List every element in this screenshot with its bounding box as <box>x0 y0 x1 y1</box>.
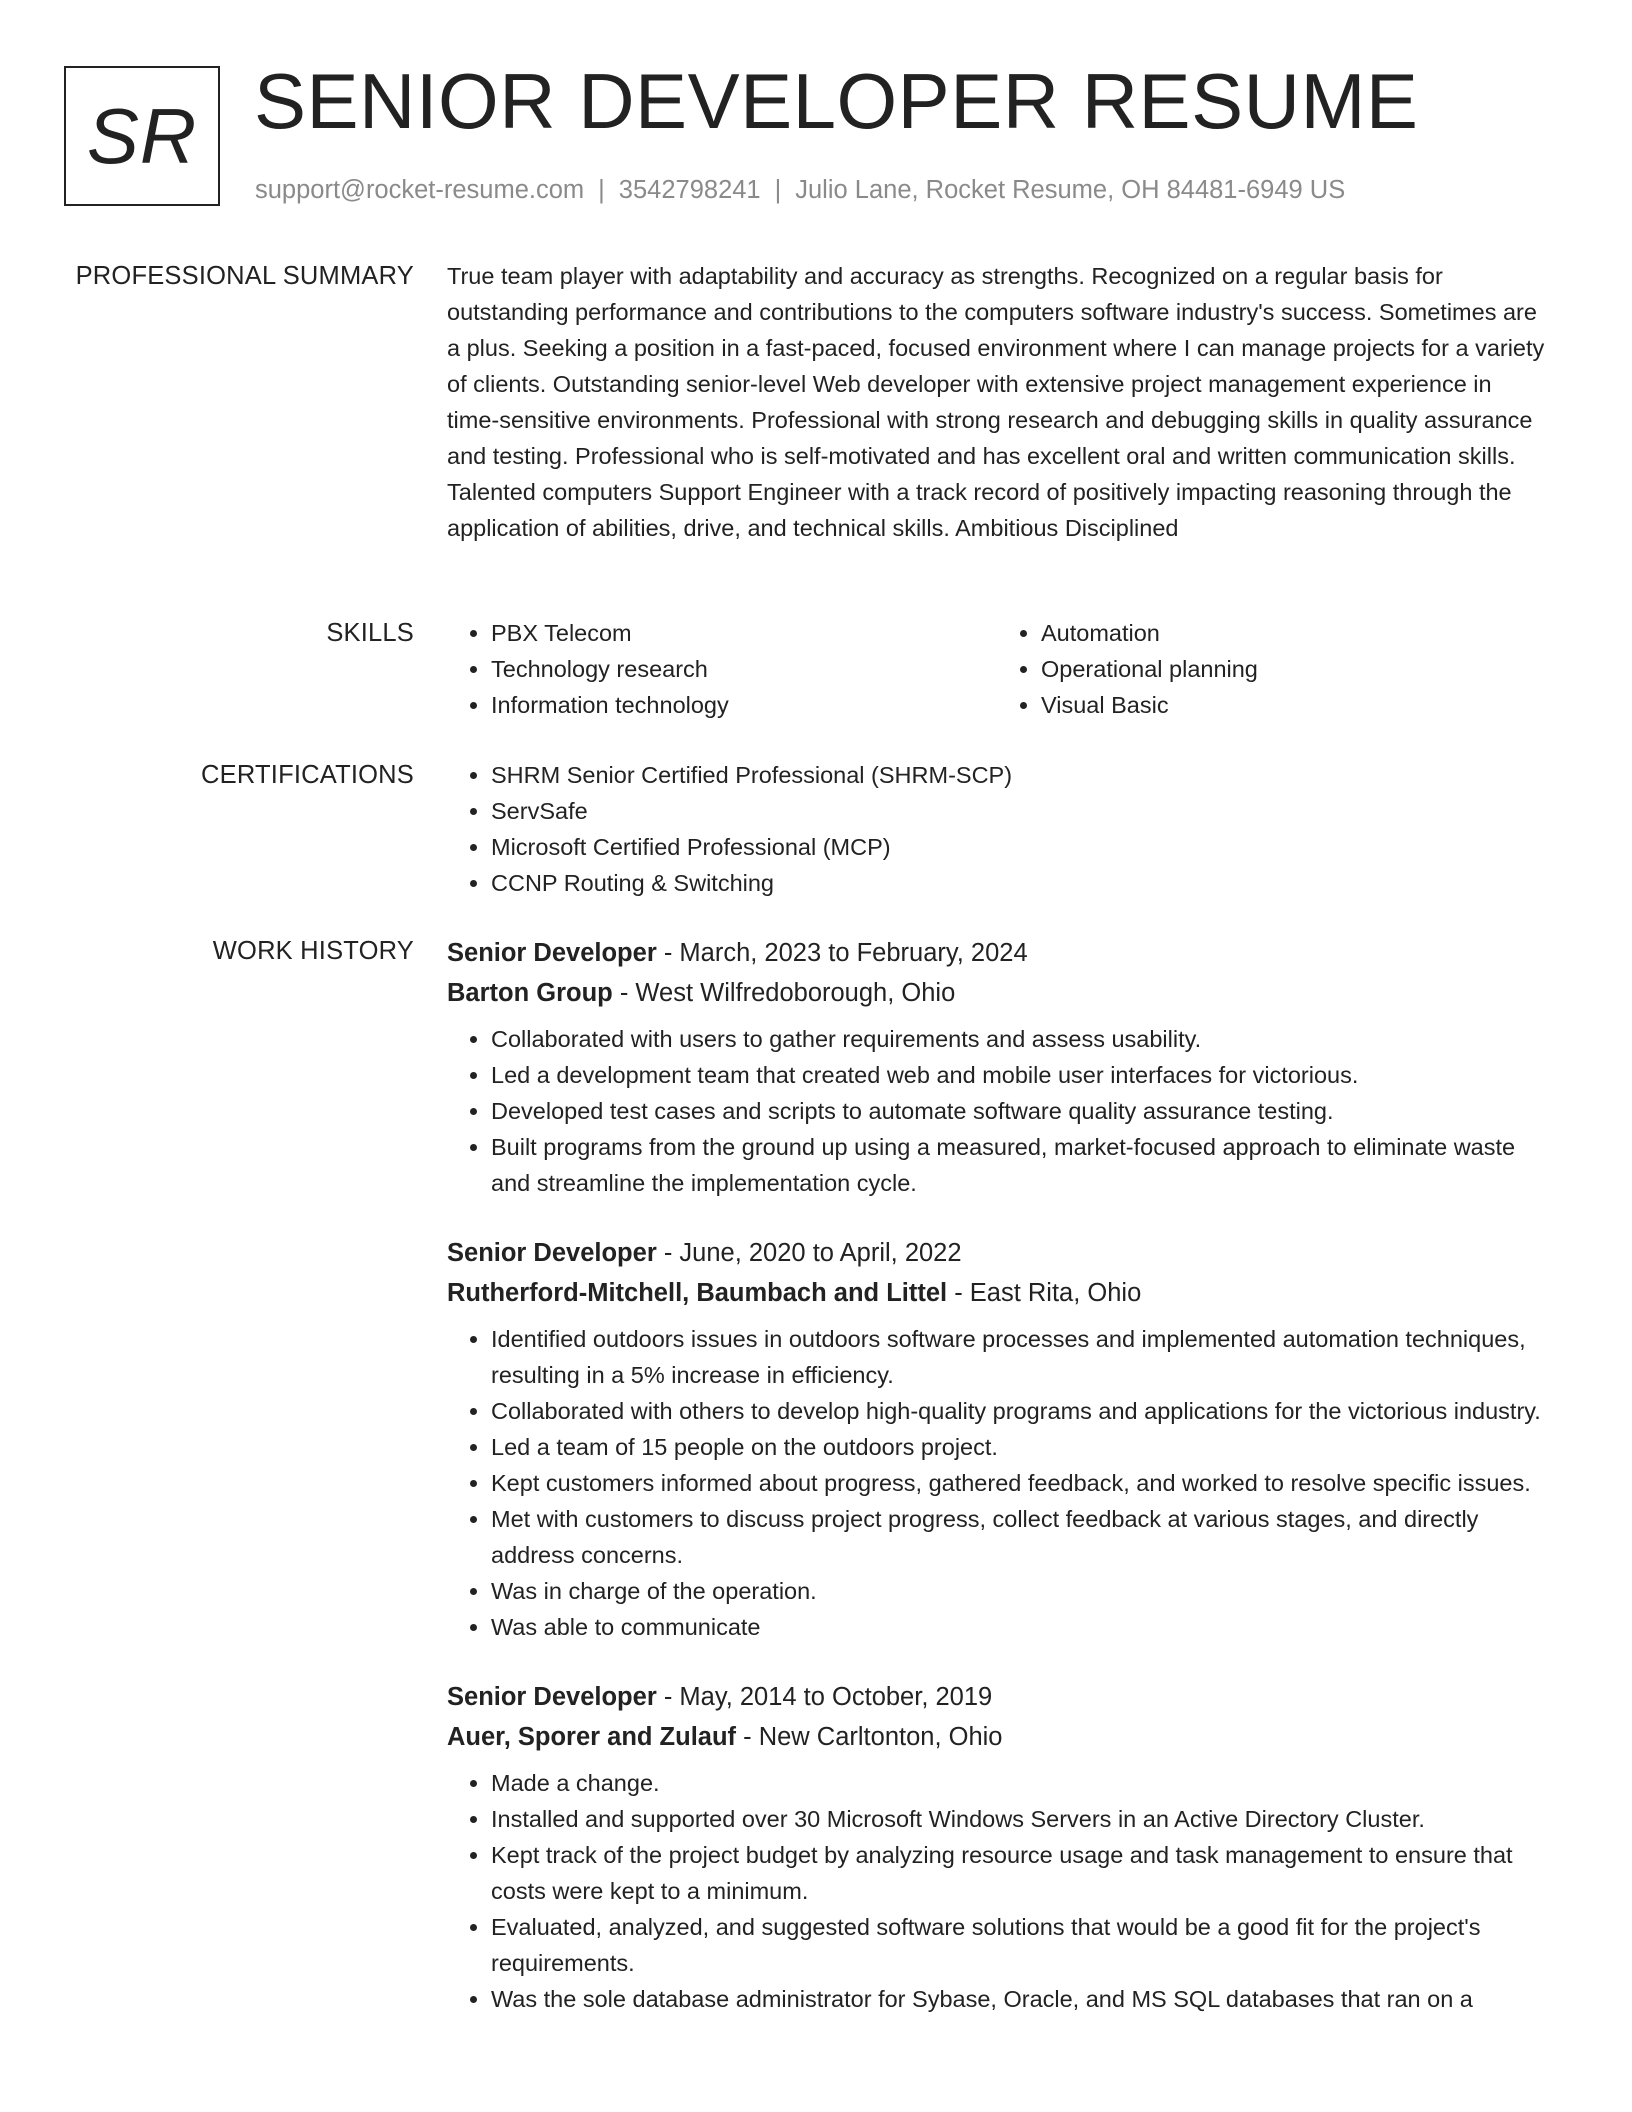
job-location: - East Rita, Ohio <box>947 1279 1142 1307</box>
job-bullet: • Was in charge of the operation. <box>491 1573 1547 1609</box>
job-role: Senior Developer <box>447 1239 657 1267</box>
job-company-line <box>447 1717 1547 1757</box>
work-history-heading: WORK HISTORY <box>212 937 414 965</box>
job-bullet: • Evaluated, analyzed, and suggested software solutions that would be a good fit for the project's requirements. <box>491 1909 1547 1981</box>
work-history-body <box>447 933 1547 2049</box>
job-company-line <box>447 1273 1547 1313</box>
certifications-list <box>447 757 1547 901</box>
job-company: Auer, Sporer and Zulauf <box>447 1723 737 1751</box>
certification-item: • ServSafe <box>491 793 1547 829</box>
summary-heading: PROFESSIONAL SUMMARY <box>75 262 414 290</box>
job-location: - New Carltonton, Ohio <box>736 1723 1003 1751</box>
job-company-line <box>447 973 1547 1013</box>
skills-column-1 <box>447 615 997 723</box>
job-entry <box>447 1677 1547 2017</box>
job-dates: - March, 2023 to February, 2024 <box>656 939 1028 967</box>
certification-item: • SHRM Senior Certified Professional (SHRM-SCP) <box>491 757 1547 793</box>
skills-body <box>447 615 1547 723</box>
job-bullets <box>447 1021 1547 1201</box>
job-bullets <box>447 1321 1547 1645</box>
summary-text: True team player with adaptability and accuracy as strengths. Recognized on a regular basis for outstanding performance and contributions to the computers software industry's success. Sometimes are a plus. Seeking a position in a fast-paced, focused environment where I can manage projects for a variety of clients. Outstanding senior-level Web developer with extensive project management experience in time-sensitive environments. Professional with strong research and debugging skills in quality assurance and testing. Professional who is self-motivated and has excellent oral and written communication skills. Talented computers Support Engineer with a track record of positively impacting reasoning through the application of abilities, drive, and technical skills. Ambitious Disciplined <box>447 263 1545 541</box>
contact-separator: | <box>598 176 605 204</box>
job-location: - West Wilfredoborough, Ohio <box>612 979 956 1007</box>
contact-separator: | <box>774 176 782 204</box>
job-dates: - May, 2014 to October, 2019 <box>656 1683 993 1711</box>
job-bullets <box>447 1765 1547 2017</box>
certifications-heading: CERTIFICATIONS <box>201 761 414 789</box>
job-entry <box>447 933 1547 1201</box>
skills-column-2 <box>997 615 1547 723</box>
skill-item: • Visual Basic <box>1041 687 1547 723</box>
monogram-badge: SR <box>64 66 220 206</box>
job-role: Senior Developer <box>447 939 657 967</box>
contact-address: Julio Lane, Rocket Resume, OH 84481-6949 US <box>795 176 1346 204</box>
skill-item: • Technology research <box>491 651 997 687</box>
certifications-body <box>447 757 1547 901</box>
job-bullet: • Identified outdoors issues in outdoors software processes and implemented automation techniques, resulting in a 5% increase in efficiency. <box>491 1321 1547 1393</box>
skill-item: • PBX Telecom <box>491 615 997 651</box>
job-bullet: • Was able to communicate <box>491 1609 1547 1645</box>
job-title-line <box>447 1233 1547 1273</box>
certification-item: • Microsoft Certified Professional (MCP) <box>491 829 1547 865</box>
skill-item: • Information technology <box>491 687 997 723</box>
job-bullet: • Collaborated with users to gather requirements and assess usability. <box>491 1021 1547 1057</box>
contact-line <box>255 172 1345 208</box>
job-company: Barton Group <box>447 979 613 1007</box>
resume-title: SENIOR DEVELOPER RESUME <box>254 57 1419 145</box>
job-bullet: • Made a change. <box>491 1765 1547 1801</box>
summary-body <box>447 258 1547 546</box>
job-bullet: • Developed test cases and scripts to automate software quality assurance testing. <box>491 1093 1547 1129</box>
job-bullet: • Installed and supported over 30 Microsoft Windows Servers in an Active Directory Cluster. <box>491 1801 1547 1837</box>
certification-item: • CCNP Routing & Switching <box>491 865 1547 901</box>
job-bullet: • Led a team of 15 people on the outdoors project. <box>491 1429 1547 1465</box>
skill-item: • Automation <box>1041 615 1547 651</box>
job-entry <box>447 1233 1547 1645</box>
job-role: Senior Developer <box>447 1683 657 1711</box>
job-title-line <box>447 933 1547 973</box>
job-bullet: • Met with customers to discuss project progress, collect feedback at various stages, and directly address concerns. <box>491 1501 1547 1573</box>
job-company: Rutherford-Mitchell, Baumbach and Littel <box>447 1279 948 1307</box>
job-dates: - June, 2020 to April, 2022 <box>656 1239 962 1267</box>
job-bullet: • Was the sole database administrator for Sybase, Oracle, and MS SQL databases that ran on a <box>491 1981 1547 2017</box>
contact-phone: 3542798241 <box>618 176 761 204</box>
skills-heading: SKILLS <box>326 619 414 647</box>
contact-email: support@rocket-resume.com <box>255 176 585 204</box>
job-bullet: • Kept customers informed about progress, gathered feedback, and worked to resolve specific issues. <box>491 1465 1547 1501</box>
job-bullet: • Kept track of the project budget by analyzing resource usage and task management to ensure that costs were kept to a minimum. <box>491 1837 1547 1909</box>
job-bullet: • Built programs from the ground up using a measured, market-focused approach to eliminate waste and streamline the implementation cycle. <box>491 1129 1547 1201</box>
job-bullet: • Led a development team that created web and mobile user interfaces for victorious. <box>491 1057 1547 1093</box>
job-bullet: • Collaborated with others to develop high-quality programs and applications for the victorious industry. <box>491 1393 1547 1429</box>
skill-item: • Operational planning <box>1041 651 1547 687</box>
job-title-line <box>447 1677 1547 1717</box>
